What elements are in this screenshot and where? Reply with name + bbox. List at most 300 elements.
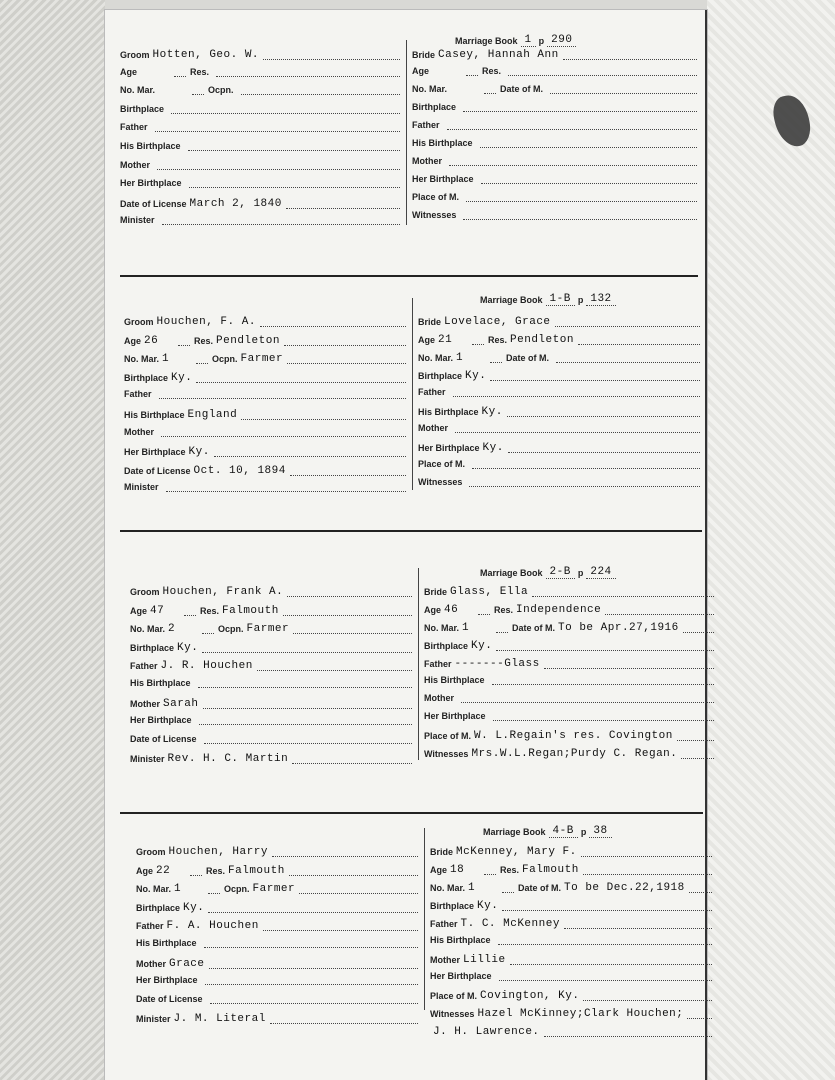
bride-field-label: Age <box>430 865 448 875</box>
column-separator <box>412 298 413 490</box>
dotted-line <box>490 361 502 363</box>
bride-field-label: Res. <box>494 605 514 615</box>
bride-field-row <box>424 603 714 615</box>
groom-field-row <box>130 659 412 671</box>
bride-field-row <box>430 899 712 911</box>
groom-field-label: No. Mar. <box>130 624 166 635</box>
groom-field-row <box>130 734 412 744</box>
dotted-line <box>484 92 496 94</box>
groom-field-label: Age <box>130 605 148 616</box>
dotted-line <box>174 75 186 77</box>
bride-field-row <box>418 477 700 487</box>
bride-field-label: Birthplace <box>418 371 463 381</box>
dotted-line <box>196 362 208 364</box>
groom-field-label: Age <box>136 865 154 876</box>
bride-field-value: Falmouth <box>522 864 579 876</box>
bride-field-label: Bride <box>430 847 454 857</box>
bride-field-label: Res. <box>488 335 508 345</box>
dotted-line <box>205 983 418 985</box>
groom-field-row <box>124 464 406 476</box>
record-divider <box>120 275 698 277</box>
dotted-line <box>287 362 406 364</box>
bride-field-row <box>418 441 700 453</box>
groom-field-value: Farmer <box>246 623 290 636</box>
groom-field-row <box>130 622 412 634</box>
bride-field-value: 18 <box>450 864 465 876</box>
dotted-line <box>544 1035 712 1037</box>
groom-field-label: Mother <box>124 426 154 437</box>
groom-field-label: His Birthplace <box>136 938 197 948</box>
groom-field-value: F. A. Houchen <box>166 920 259 933</box>
groom-field-label: Father <box>136 921 164 932</box>
bride-field-label: Birthplace <box>430 901 475 911</box>
bride-field-label: No. Mar. <box>418 353 454 363</box>
bride-field-value: J. H. Lawrence. <box>433 1026 540 1038</box>
groom-field-label: Ocpn. <box>212 354 238 365</box>
groom-field-value: Farmer <box>240 353 284 366</box>
dotted-line <box>290 474 406 476</box>
marriage-book-reference <box>455 33 579 46</box>
groom-field-label: Age <box>124 335 142 346</box>
bride-field-row <box>418 405 700 417</box>
dotted-line <box>204 946 418 948</box>
groom-field-value: J. R. Houchen <box>160 660 253 673</box>
column-separator <box>418 568 419 760</box>
groom-field-value: Oct. 10, 1894 <box>193 464 286 477</box>
groom-field-row <box>120 85 400 95</box>
bride-field-row <box>430 917 712 929</box>
groom-field-value: Ky. <box>183 901 205 914</box>
groom-field-row <box>136 1012 418 1024</box>
groom-field-label: Minister <box>136 1014 171 1025</box>
bride-field-label: Birthplace <box>412 102 457 112</box>
groom-field-row <box>130 641 412 653</box>
groom-field-label: Groom <box>136 847 166 857</box>
dotted-line <box>204 742 412 744</box>
dotted-line <box>544 667 714 669</box>
groom-field-row <box>136 882 418 894</box>
dotted-line <box>257 669 412 671</box>
groom-field-value: Falmouth <box>228 864 285 877</box>
dotted-line <box>449 164 697 166</box>
dotted-line <box>478 613 490 615</box>
dotted-line <box>508 451 700 453</box>
bride-field-label: Her Birthplace <box>424 711 486 721</box>
dotted-line <box>208 911 418 913</box>
groom-field-value: Farmer <box>252 883 296 896</box>
dotted-line <box>286 207 400 209</box>
groom-field-label: Her Birthplace <box>136 975 198 986</box>
page-number: 224 <box>586 566 615 579</box>
groom-field-label: Father <box>130 661 158 672</box>
groom-field-label: Res. <box>190 66 210 77</box>
groom-field-label: Date of License <box>136 993 203 1004</box>
groom-field-row <box>136 938 418 948</box>
bride-field-value: 1 <box>468 882 476 894</box>
bride-field-value: Independence <box>516 604 602 616</box>
groom-field-row <box>136 864 418 876</box>
dotted-line <box>463 218 697 220</box>
dotted-line <box>472 343 484 345</box>
dotted-line <box>198 686 412 688</box>
bride-field-row <box>418 369 700 381</box>
bride-field-row <box>412 210 697 220</box>
bride-field-value: W. L.Regain's res. Covington <box>474 730 673 742</box>
dotted-line <box>272 855 418 857</box>
groom-field-value: Pendleton <box>216 334 280 347</box>
bride-field-row <box>412 156 697 166</box>
groom-field-value: England <box>187 409 238 421</box>
bride-field-label: Mother <box>424 693 454 703</box>
groom-field-row <box>124 389 406 399</box>
bride-field-label: Date of M. <box>518 883 562 893</box>
dotted-line <box>447 128 697 130</box>
dotted-line <box>289 874 418 876</box>
groom-field-label: Mother <box>136 958 166 969</box>
bride-field-label: Mother <box>412 156 442 166</box>
dotted-line <box>502 909 712 911</box>
bride-field-value: T. C. McKenney <box>460 918 560 930</box>
bride-field-label: Witnesses <box>430 1009 475 1019</box>
dotted-line <box>270 1022 418 1024</box>
groom-field-value: Rev. H. C. Martin <box>167 753 289 766</box>
bride-field-value: 1 <box>462 622 470 634</box>
bride-field-value: -------Glass <box>454 658 540 670</box>
bride-field-row <box>424 639 714 651</box>
bride-field-value: Hazel McKinney;Clark Houchen; <box>477 1008 684 1020</box>
bride-field-value: Lovelace, Grace <box>444 316 551 328</box>
dotted-line <box>484 873 496 875</box>
groom-field-value: 26 <box>144 334 159 347</box>
bride-field-label: No. Mar. <box>424 623 460 633</box>
bride-field-label: Father <box>418 387 446 397</box>
groom-field-label: No. Mar. <box>136 884 172 895</box>
dotted-line <box>490 379 700 381</box>
dotted-line <box>214 455 406 457</box>
bride-field-row <box>418 315 700 327</box>
bride-field-label: Date of M. <box>512 623 556 633</box>
dotted-line <box>502 891 514 893</box>
dotted-line <box>605 613 714 615</box>
groom-field-row <box>120 160 400 170</box>
groom-field-label: Minister <box>124 482 159 493</box>
dotted-line <box>202 632 214 634</box>
groom-field-row <box>130 585 412 597</box>
groom-field-row <box>120 67 400 77</box>
groom-field-label: Groom <box>130 587 160 597</box>
dotted-line <box>687 1017 712 1019</box>
groom-field-label: Age <box>120 66 138 77</box>
bride-field-row <box>430 1007 712 1019</box>
bride-field-label: Date of M. <box>500 84 544 94</box>
bride-field-label: Her Birthplace <box>412 174 474 184</box>
groom-field-row <box>124 427 406 437</box>
bride-field-value: Ky. <box>481 406 503 418</box>
groom-field-row <box>130 752 412 764</box>
bride-field-row <box>412 84 697 94</box>
marriage-book-value: 4-B <box>549 825 578 838</box>
dotted-line <box>162 223 400 225</box>
bride-field-label: Birthplace <box>424 641 469 651</box>
dotted-line <box>583 873 712 875</box>
scan-right-margin <box>707 0 835 1080</box>
groom-field-value: Sarah <box>163 697 199 710</box>
groom-field-label: Birthplace <box>136 902 181 913</box>
bride-field-row <box>424 585 714 597</box>
groom-field-row <box>124 352 406 364</box>
bride-field-row <box>430 845 712 857</box>
groom-field-row <box>136 957 418 969</box>
dotted-line <box>190 874 202 876</box>
groom-field-row <box>124 445 406 457</box>
dotted-line <box>184 614 196 616</box>
groom-field-label: Date of License <box>124 465 191 476</box>
bride-field-row <box>430 935 712 945</box>
marriage-book-label: Marriage Book <box>483 827 546 837</box>
dotted-line <box>493 719 714 721</box>
bride-field-row <box>430 971 712 981</box>
page-label: p <box>577 568 584 578</box>
dotted-line <box>178 344 190 346</box>
bride-field-row <box>418 423 700 433</box>
bride-field-label: Mother <box>418 423 448 433</box>
bride-field-row <box>424 729 714 741</box>
dotted-line <box>202 651 412 653</box>
groom-field-row <box>120 122 400 132</box>
record-divider <box>120 812 703 814</box>
groom-field-label: Date of License <box>120 198 187 209</box>
groom-field-row <box>120 48 400 60</box>
dotted-line <box>263 929 418 931</box>
dotted-line <box>455 431 700 433</box>
groom-field-value: 2 <box>168 623 176 636</box>
marriage-book-label: Marriage Book <box>480 295 543 305</box>
bride-field-label: His Birthplace <box>418 407 479 417</box>
dotted-line <box>555 325 700 327</box>
page-label: p <box>577 295 584 305</box>
dotted-line <box>203 707 412 709</box>
bride-field-label: Place of M. <box>418 459 466 469</box>
bride-field-value: Ky. <box>465 370 487 382</box>
page-number: 132 <box>586 293 615 306</box>
dotted-line <box>299 892 418 894</box>
groom-field-row <box>136 845 418 857</box>
dotted-line <box>292 762 412 764</box>
bride-field-row <box>424 657 714 669</box>
groom-field-label: Her Birthplace <box>124 447 186 458</box>
groom-field-value: 47 <box>150 604 165 617</box>
dotted-line <box>496 649 714 651</box>
groom-field-row <box>136 975 418 985</box>
groom-field-label: Res. <box>206 865 226 876</box>
groom-field-label: No. Mar. <box>124 354 160 365</box>
bride-field-row <box>418 333 700 345</box>
bride-field-label: Her Birthplace <box>430 971 492 981</box>
bride-field-label: Mother <box>430 955 460 965</box>
bride-field-label: No. Mar. <box>430 883 466 893</box>
dotted-line <box>532 595 714 597</box>
bride-field-label: Age <box>412 66 430 76</box>
bride-field-value: 46 <box>444 604 459 616</box>
dotted-line <box>199 723 412 725</box>
groom-field-row <box>124 371 406 383</box>
groom-field-value: Houchen, F. A. <box>156 316 256 328</box>
bride-field-label: Res. <box>500 865 520 875</box>
bride-field-label: Witnesses <box>424 749 469 759</box>
marriage-book-reference <box>480 565 619 578</box>
groom-field-label: Her Birthplace <box>120 178 182 189</box>
dotted-line <box>507 415 700 417</box>
groom-field-row <box>130 715 412 725</box>
bride-field-row <box>424 693 714 703</box>
bride-field-row <box>418 351 700 363</box>
dotted-line <box>556 361 700 363</box>
bride-field-value: McKenney, Mary F. <box>456 846 577 858</box>
bride-field-row <box>412 192 697 202</box>
groom-field-row <box>124 482 406 492</box>
bride-field-row <box>418 387 700 397</box>
groom-field-row <box>120 178 400 188</box>
dotted-line <box>166 490 406 492</box>
dotted-line <box>583 999 712 1001</box>
groom-field-label: Res. <box>200 605 220 616</box>
groom-field-row <box>130 678 412 688</box>
dotted-line <box>208 892 220 894</box>
dotted-line <box>293 632 412 634</box>
groom-field-value: 1 <box>162 353 170 366</box>
dotted-line <box>677 739 714 741</box>
bride-field-label: Age <box>424 605 442 615</box>
dotted-line <box>260 325 406 327</box>
dotted-line <box>209 967 418 969</box>
bride-field-row <box>424 621 714 633</box>
groom-field-row <box>136 994 418 1004</box>
bride-field-value: Ky. <box>482 442 504 454</box>
groom-field-value: Hotten, Geo. W. <box>152 49 260 61</box>
bride-field-value: Glass, Ella <box>450 586 529 598</box>
groom-field-label: His Birthplace <box>120 141 181 151</box>
column-separator <box>406 40 407 225</box>
groom-field-value: Ky. <box>171 371 193 384</box>
bride-field-label: His Birthplace <box>424 675 485 685</box>
bride-field-label: Date of M. <box>506 353 550 363</box>
bride-field-value: To be Dec.22,1918 <box>564 882 685 894</box>
bride-field-label: Place of M. <box>412 192 460 202</box>
groom-field-label: Ocpn. <box>218 624 244 635</box>
bride-field-label: No. Mar. <box>412 84 448 94</box>
bride-field-row <box>430 989 712 1001</box>
groom-field-value: Grace <box>169 957 205 970</box>
groom-field-row <box>124 315 406 327</box>
groom-field-value: Ky. <box>188 446 210 459</box>
groom-field-label: Groom <box>124 317 154 327</box>
bride-field-label: Age <box>418 335 436 345</box>
dotted-line <box>581 855 712 857</box>
dotted-line <box>578 343 700 345</box>
groom-field-label: Birthplace <box>130 642 175 653</box>
groom-field-label: Her Birthplace <box>130 715 192 726</box>
dotted-line <box>496 631 508 633</box>
bride-field-label: His Birthplace <box>412 138 473 148</box>
groom-field-value: 22 <box>156 864 171 877</box>
dotted-line <box>681 757 714 759</box>
dotted-line <box>241 93 400 95</box>
groom-field-label: Birthplace <box>124 372 169 383</box>
bride-field-label: Bride <box>418 317 442 327</box>
groom-field-label: Res. <box>194 335 214 346</box>
bride-field-value: Pendleton <box>510 334 574 346</box>
bride-field-value: To be Apr.27,1916 <box>558 622 679 634</box>
bride-field-row <box>430 1025 712 1037</box>
dotted-line <box>499 979 712 981</box>
bride-field-label: His Birthplace <box>430 935 491 945</box>
groom-field-label: Ocpn. <box>224 884 250 895</box>
bride-field-row <box>430 863 712 875</box>
bride-field-label: Place of M. <box>430 991 478 1001</box>
page-label: p <box>538 36 545 46</box>
bride-field-row <box>412 66 697 76</box>
bride-field-label: Res. <box>482 66 502 76</box>
page-number: 38 <box>589 825 611 838</box>
dotted-line <box>159 397 406 399</box>
bride-field-value: Lillie <box>463 954 506 966</box>
groom-field-row <box>124 334 406 346</box>
bride-field-row <box>430 881 712 893</box>
bride-field-value: Covington, Ky. <box>480 990 580 1002</box>
groom-field-row <box>130 604 412 616</box>
bride-field-value: 1 <box>456 352 464 364</box>
groom-field-label: Date of License <box>130 733 197 744</box>
groom-field-label: Minister <box>120 215 155 226</box>
marriage-book-value: 2-B <box>546 566 575 579</box>
groom-field-row <box>124 408 406 420</box>
dotted-line <box>453 395 700 397</box>
dotted-line <box>241 418 406 420</box>
bride-field-label: Place of M. <box>424 731 472 741</box>
bride-field-row <box>424 747 714 759</box>
marriage-book-reference <box>483 824 615 837</box>
page-label: p <box>580 827 587 837</box>
groom-field-value: J. M. Literal <box>173 1013 266 1026</box>
dotted-line <box>683 631 714 633</box>
dotted-line <box>508 74 697 76</box>
dotted-line <box>498 943 712 945</box>
dotted-line <box>492 683 714 685</box>
marriage-book-label: Marriage Book <box>480 568 543 578</box>
dotted-line <box>469 485 700 487</box>
bride-field-value: Ky. <box>477 900 499 912</box>
bride-field-row <box>412 174 697 184</box>
bride-field-value: Ky. <box>471 640 493 652</box>
dotted-line <box>284 344 406 346</box>
bride-field-label: Bride <box>424 587 448 597</box>
groom-field-row <box>136 919 418 931</box>
dotted-line <box>466 200 697 202</box>
groom-field-value: Houchen, Frank A. <box>162 586 284 598</box>
bride-field-row <box>430 953 712 965</box>
marriage-book-label: Marriage Book <box>455 36 518 46</box>
bride-field-row <box>412 120 697 130</box>
column-separator <box>424 828 425 1010</box>
bride-field-label: Her Birthplace <box>418 443 480 453</box>
groom-field-label: Mother <box>120 159 150 170</box>
groom-field-row <box>130 697 412 709</box>
marriage-book-value: 1 <box>521 34 536 47</box>
bride-field-label: Father <box>424 659 452 669</box>
dotted-line <box>480 146 697 148</box>
dotted-line <box>263 58 400 60</box>
dotted-line <box>161 435 406 437</box>
